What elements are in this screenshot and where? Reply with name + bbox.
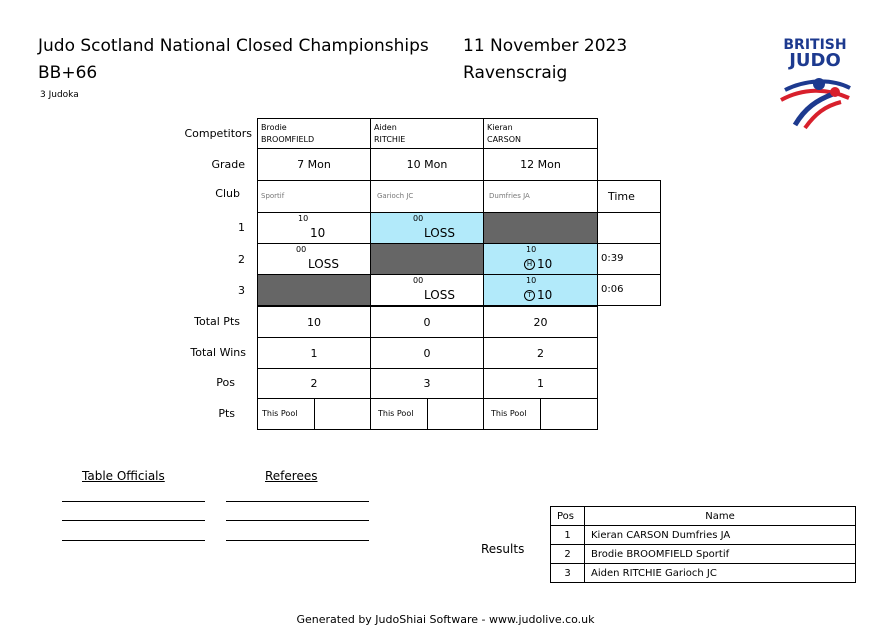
time-r2: 0:39 (597, 243, 661, 275)
signature-line (62, 501, 205, 502)
club-1: Sportif (257, 180, 371, 213)
grade-1: 7 Mon (257, 148, 371, 181)
logo-line-2: JUDO (789, 50, 841, 71)
result-pos: 1 (551, 526, 585, 545)
total-pts-2: 0 (370, 306, 484, 338)
result-pos: 3 (551, 564, 585, 583)
tori-icon: T (524, 290, 535, 301)
referees-label: Referees (265, 469, 318, 483)
pts-pool-1: This Pool (257, 398, 315, 430)
competitor-3-last: CARSON (487, 135, 521, 144)
table-row (551, 526, 856, 545)
bout-r3-c2-score: 00 (413, 276, 424, 285)
label-total-wins: Total Wins (190, 346, 246, 359)
club-2: Garioch JC (370, 180, 484, 213)
bout-r3-c3 (483, 274, 598, 306)
pos-2: 3 (370, 368, 484, 399)
bout-r2-c3-score: 10 (526, 245, 537, 254)
competitor-1-last: BROOMFIELD (261, 135, 315, 144)
label-competitors: Competitors (184, 127, 252, 140)
label-grade: Grade (211, 158, 245, 171)
bout-r2-c3-result: 10 (537, 257, 553, 271)
table-row (551, 545, 856, 564)
results-table (550, 506, 856, 583)
label-round-2: 2 (238, 253, 245, 266)
competitor-2-last: RITCHIE (374, 135, 406, 144)
label-round-3: 3 (238, 284, 245, 297)
results-header-name: Name (585, 507, 856, 526)
pts-value-3 (540, 398, 598, 430)
table-officials-label: Table Officials (82, 469, 165, 483)
signature-line (62, 540, 205, 541)
category-title: BB+66 (38, 63, 98, 83)
signature-line (226, 520, 369, 521)
label-club: Club (215, 187, 240, 200)
bout-r3-c2 (370, 274, 484, 306)
bout-r1-c1-result: 10 (310, 226, 326, 240)
table-row (551, 564, 856, 583)
signature-line (226, 501, 369, 502)
total-wins-2: 0 (370, 337, 484, 369)
bout-r2-c2-blocked (370, 243, 484, 275)
bout-r2-c1-score: 00 (296, 245, 307, 254)
grade-3: 12 Mon (483, 148, 598, 181)
competitor-1-first: Brodie (261, 123, 287, 132)
time-header: Time (597, 180, 661, 213)
bout-r3-c3-score: 10 (526, 276, 537, 285)
time-r1 (597, 212, 661, 244)
total-wins-3: 2 (483, 337, 598, 369)
label-round-1: 1 (238, 221, 245, 234)
logo-line-1: BRITISH (783, 37, 847, 53)
bout-r3-c2-result: LOSS (424, 288, 455, 302)
signature-line (62, 520, 205, 521)
result-name: Brodie BROOMFIELD Sportif (585, 545, 856, 564)
results-label: Results (481, 542, 525, 556)
hansoku-icon: H (524, 259, 535, 270)
bout-r1-c2-score: 00 (413, 214, 424, 223)
pts-value-1 (314, 398, 371, 430)
bout-r2-c3 (483, 243, 598, 275)
label-pts: Pts (218, 407, 235, 420)
venue: Ravenscraig (463, 63, 568, 83)
result-name: Aiden RITCHIE Garioch JC (585, 564, 856, 583)
competitor-1-cell (257, 118, 371, 149)
judoka-count: 3 Judoka (40, 90, 79, 100)
competitor-2-first: Aiden (374, 123, 397, 132)
bout-r1-c2-result: LOSS (424, 226, 455, 240)
bout-r3-c3-result: 10 (537, 288, 553, 302)
bout-r3-c1-blocked (257, 274, 371, 306)
time-r3: 0:06 (597, 274, 661, 306)
results-header-row (551, 507, 856, 526)
event-date: 11 November 2023 (463, 36, 628, 56)
label-pos: Pos (216, 376, 235, 389)
bout-r1-c3-blocked (483, 212, 598, 244)
pts-pool-3: This Pool (483, 398, 541, 430)
results-header-pos: Pos (551, 507, 585, 526)
pts-value-2 (427, 398, 484, 430)
pts-pool-2: This Pool (370, 398, 428, 430)
result-name: Kieran CARSON Dumfries JA (585, 526, 856, 545)
bout-r1-c1-score: 10 (298, 214, 309, 223)
competitor-3-first: Kieran (487, 123, 513, 132)
label-total-pts: Total Pts (194, 315, 240, 328)
grade-2: 10 Mon (370, 148, 484, 181)
bout-r1-c1 (257, 212, 371, 244)
club-3: Dumfries JA (483, 180, 598, 213)
pos-3: 1 (483, 368, 598, 399)
total-wins-1: 1 (257, 337, 371, 369)
event-title: Judo Scotland National Closed Championships (38, 36, 429, 56)
footer-credit: Generated by JudoShiai Software - www.judolive.co.uk (296, 613, 595, 626)
pos-1: 2 (257, 368, 371, 399)
bout-r2-c1-result: LOSS (308, 257, 339, 271)
competitor-2-cell (370, 118, 484, 149)
british-judo-logo (770, 38, 860, 136)
bout-r2-c1 (257, 243, 371, 275)
result-pos: 2 (551, 545, 585, 564)
bout-r1-c2 (370, 212, 484, 244)
judo-figures-icon (775, 70, 855, 132)
signature-line (226, 540, 369, 541)
total-pts-1: 10 (257, 306, 371, 338)
competitor-3-cell (483, 118, 598, 149)
total-pts-3: 20 (483, 306, 598, 338)
